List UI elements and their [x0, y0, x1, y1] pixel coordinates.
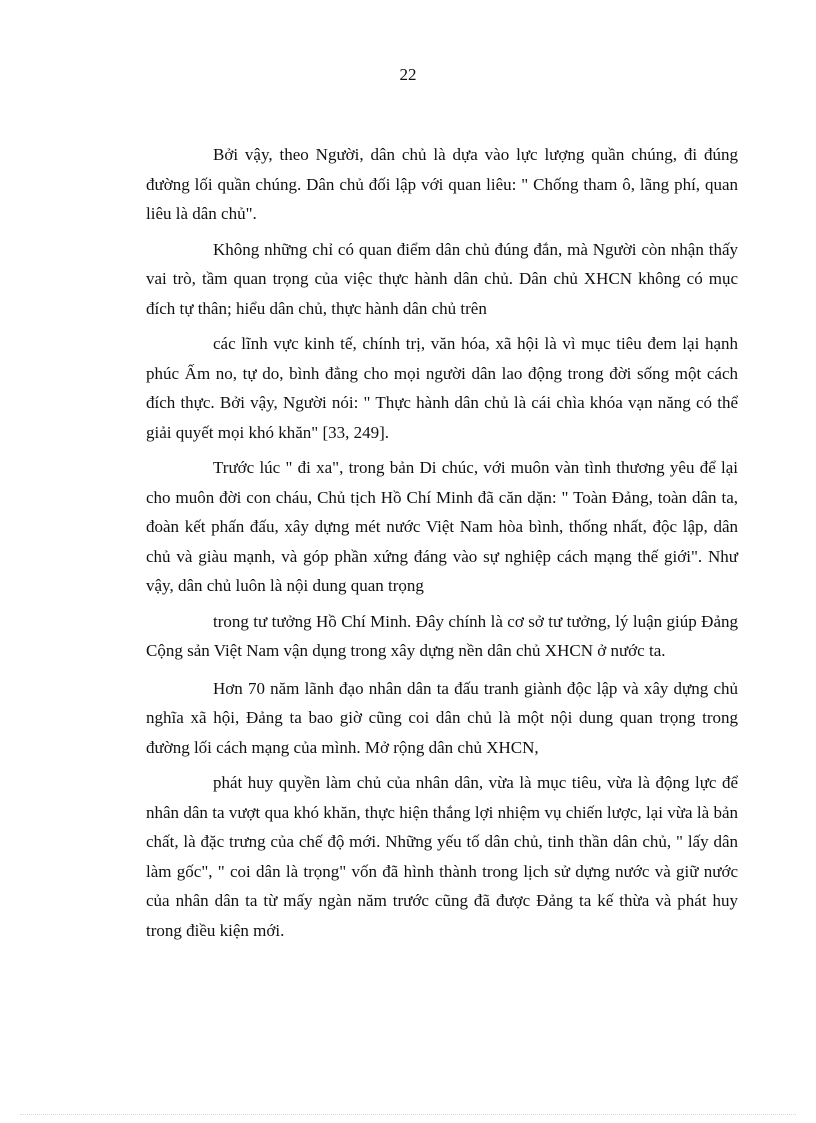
paragraph-5: trong tư tưởng Hồ Chí Minh. Đây chính là cơ sở tư tưởng, lý luận giúp Đảng Cộng sản Việt Nam vận dụng trong xây dựng nền dân chủ XHCN ở nước ta.: [146, 611, 738, 660]
paragraph-6: Hơn 70 năm lãnh đạo nhân dân ta đấu tranh giành độc lập và xây dựng chủ nghĩa xã hội, Đảng ta bao giờ cũng coi dân chủ là một nội dung quan trọng trong đường lối cách mạng của mình. Mở rộng dân chủ XHCN,: [146, 678, 738, 757]
page-number: 22: [399, 65, 417, 84]
paragraph-3: các lĩnh vực kinh tế, chính trị, văn hóa, xã hội là vì mục tiêu đem lại hạnh phúc Ấm no, tự do, bình đẳng cho mọi người dân lao động trong đời sống một cách đích thực. Bởi vậy, Người nói: " Thực hành dân chủ là cái chìa khóa vạn năng có thể giải quyết mọi khó khăn" [33, 249].: [146, 334, 738, 442]
paragraph-1: Bởi vậy, theo Người, dân chủ là dựa vào lực lượng quần chúng, đi đúng đường lối quần chúng. Dân chủ đối lập với quan liêu: " Chống tham ô, lãng phí, quan liêu là dân chủ".: [146, 145, 738, 223]
paragraph-7: phát huy quyền làm chủ của nhân dân, vừa là mục tiêu, vừa là động lực để nhân dân ta vượt qua khó khăn, thực hiện thắng lợi nhiệm vụ chiến lược, lại vừa là bản chất, là đặc trưng của chế độ mới. Những yếu tố dân chủ, tinh thần dân chủ, " lấy dân làm gốc", " coi dân là trọng" vốn đã hình thành trong lịch sử dựng nước và giữ nước của nhân dân ta từ mấy ngàn năm trước cũng đã được Đảng ta kế thừa và phát huy trong điều kiện mới.: [146, 773, 738, 940]
page-bottom-divider: [20, 1114, 796, 1115]
document-body: [146, 140, 738, 951]
paragraph-4: Trước lúc " đi xa", trong bản Di chúc, với muôn vàn tình thương yêu để lại cho muôn đời con cháu, Chủ tịch Hồ Chí Minh đã căn dặn: " Toàn Đảng, toàn dân ta, đoàn kết phấn đấu, xây dựng mét nước Việt Nam hòa bình, thống nhất, độc lập, dân chủ và giàu mạnh, và góp phần xứng đáng vào sự nghiệp cách mạng thế giới". Như vậy, dân chủ luôn là nội dung quan trọng: [146, 458, 738, 595]
paragraph-2: Không những chỉ có quan điểm dân chủ đúng đắn, mà Người còn nhận thấy vai trò, tầm quan trọng của việc thực hành dân chủ. Dân chủ XHCN không có mục đích tự thân; hiểu dân chủ, thực hành dân chủ trên: [146, 239, 738, 318]
